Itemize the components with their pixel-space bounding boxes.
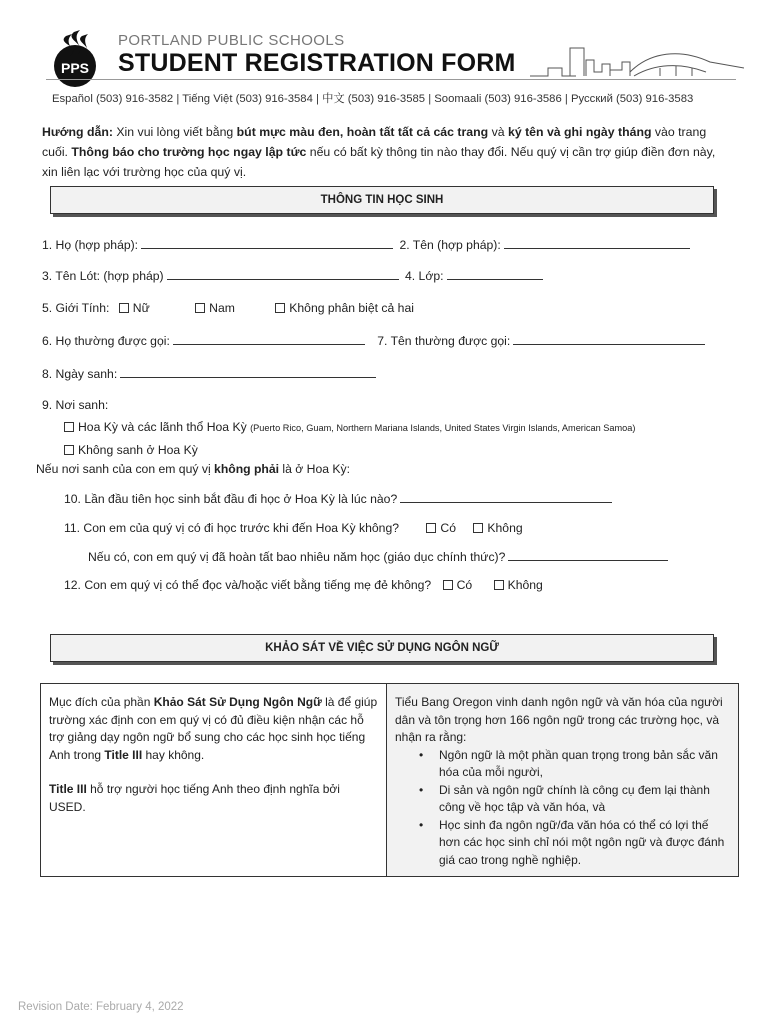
language-survey-table [40, 683, 739, 877]
option-label: Có [440, 521, 456, 535]
logo-text: PPS [60, 60, 90, 76]
survey-purpose-paragraph [49, 694, 378, 764]
checkbox-icon[interactable] [64, 445, 74, 455]
instructions-label: Hướng dẫn: [42, 125, 113, 139]
native-literacy-yes-option[interactable] [443, 578, 473, 592]
checkbox-icon[interactable] [426, 523, 436, 533]
checkbox-icon[interactable] [64, 422, 74, 432]
gender-female-option[interactable] [119, 301, 150, 315]
list-item: • Ngôn ngữ là một phần quan trọng trong bản sắc văn hóa của mỗi người, [439, 747, 730, 782]
gender-row [42, 301, 414, 315]
birthplace-us-option[interactable] [64, 420, 635, 434]
native-literacy-row [64, 578, 543, 592]
first-us-school-label: 10. Lần đầu tiên học sinh bắt đầu đi học ở Hoa Kỳ là lúc nào? [64, 492, 398, 506]
native-literacy-label: 12. Con em quý vị có thể đọc và/hoặc viết bằng tiếng mẹ đẻ không? [64, 578, 432, 592]
option-label: Nam [209, 301, 235, 315]
oregon-statement-cell [387, 684, 738, 876]
last-name-field[interactable] [141, 237, 393, 249]
instructions-emphasis: Thông báo cho trường học ngay lập tức [71, 145, 307, 159]
instructions-paragraph [42, 122, 722, 182]
birthplace-label: 9. Nơi sanh: [42, 398, 109, 412]
list-item: • Học sinh đa ngôn ngữ/đa văn hóa có thể có lợi thế hơn các học sinh chỉ nói một ngôn ngữ và được đánh giá cao trong nghề nghiệp. [439, 817, 730, 870]
heading-text: Nếu nơi sanh của con em quý vị [36, 462, 215, 476]
option-label: Không [487, 521, 523, 535]
survey-purpose-cell [41, 684, 387, 876]
checkbox-icon[interactable] [275, 303, 285, 313]
checkbox-icon[interactable] [494, 580, 504, 590]
paragraph-text: hay không. [142, 747, 205, 762]
option-label: Không sanh ở Hoa Kỳ [78, 443, 198, 457]
birthdate-row [42, 366, 379, 381]
language-survey-section-header: KHẢO SÁT VỀ VIỆC SỬ DỤNG NGÔN NGỮ [50, 634, 714, 662]
oregon-statement-intro: Tiểu Bang Oregon vinh danh ngôn ngữ và văn hóa của người dân và tôn trọng hơn 166 ngôn ngữ trong các trường học, và nhận ra rằng: [395, 695, 723, 744]
middle-name-field[interactable] [167, 268, 399, 280]
grade-field[interactable] [447, 268, 543, 280]
option-label: Hoa Kỳ và các lãnh thổ Hoa Kỳ [78, 420, 247, 434]
prior-schooling-no-option[interactable] [473, 521, 522, 535]
instructions-text: vào trang cuối. [42, 125, 707, 159]
preferred-last-name-field[interactable] [173, 333, 365, 345]
header-rule [46, 79, 736, 80]
skyline-illustration-icon [530, 42, 744, 88]
years-completed-row [88, 549, 671, 564]
preferred-first-name-field[interactable] [513, 333, 705, 345]
gender-male-option[interactable] [195, 301, 235, 315]
revision-date: Revision Date: February 4, 2022 [18, 1001, 184, 1013]
instructions-text: nếu có bất kỳ thông tin nào thay đổi. Nếu quý vị cần trợ giúp điền đơn này, xin liên lạc với trường học của quý vị. [42, 145, 716, 179]
birthplace-not-us-option[interactable] [64, 443, 198, 457]
list-item: • Di sản và ngôn ngữ chính là công cụ đem lại thành công về học tập và văn hóa, và [439, 782, 730, 817]
option-label: Có [456, 578, 473, 592]
us-territories-note: (Puerto Rico, Guam, Northern Mariana Islands, United States Virgin Islands, American Samoa) [250, 423, 636, 433]
paragraph-emphasis: Title III [104, 747, 143, 762]
option-label: Không [507, 578, 543, 592]
preferred-first-name-label: 7. Tên thường được gọi: [377, 334, 511, 348]
organization-name: PORTLAND PUBLIC SCHOOLS [118, 32, 345, 49]
paragraph-text: là để giúp trường xác định con em quý vị có đủ điều kiện nhận các hỗ trợ giảng dạy ngôn ngữ bổ sung cho các học sinh học tiếng Anh trong [49, 695, 378, 762]
first-name-field[interactable] [504, 237, 690, 249]
birthdate-label: 8. Ngày sanh: [42, 367, 118, 381]
checkbox-icon[interactable] [443, 580, 453, 590]
middle-name-grade-row [42, 268, 546, 283]
birthdate-field[interactable] [120, 366, 376, 378]
years-completed-field[interactable] [508, 549, 668, 561]
paragraph-emphasis: Title III [49, 782, 87, 796]
oregon-statement-list [395, 747, 730, 870]
student-info-section-header: THÔNG TIN HỌC SINH [50, 186, 714, 214]
language-phone-lines: Español (503) 916-3582 | Tiếng Việt (503) 916-3584 | 中文 (503) 916-3585 | Soomaali (503) 916-3586 | Русский (503) 916-3583 [52, 93, 694, 105]
prior-schooling-label: 11. Con em của quý vị có đi học trước khi đến Hoa Kỳ không? [64, 521, 400, 535]
native-literacy-no-option[interactable] [494, 578, 543, 592]
paragraph-text: hỗ trợ người học tiếng Anh theo định nghĩa bởi USED. [49, 782, 340, 814]
gender-label: 5. Giới Tính: [42, 301, 110, 315]
instructions-text: và [488, 125, 508, 139]
instructions-emphasis: ký tên và ghi ngày tháng [507, 125, 652, 139]
form-header [46, 28, 736, 90]
checkbox-icon[interactable] [119, 303, 129, 313]
instructions-emphasis: bút mực màu đen, hoàn tất tất cả các trang [236, 125, 489, 139]
paragraph-emphasis: Khảo Sát Sử Dụng Ngôn Ngữ [153, 695, 322, 709]
not-us-born-heading [36, 462, 350, 476]
preferred-last-name-label: 6. Họ thường được gọi: [42, 334, 170, 348]
prior-schooling-yes-option[interactable] [426, 521, 456, 535]
first-name-label: 2. Tên (hợp pháp): [399, 238, 501, 252]
instructions-text: Xin vui lòng viết bằng [112, 125, 237, 139]
grade-label: 4. Lớp: [405, 269, 444, 283]
checkbox-icon[interactable] [195, 303, 205, 313]
middle-name-label: 3. Tên Lót: (hợp pháp) [42, 269, 164, 283]
paragraph-text: Mục đích của phần [49, 695, 154, 709]
preferred-name-row [42, 333, 708, 348]
first-us-school-row [64, 491, 615, 506]
option-label: Không phân biệt cả hai [289, 301, 414, 315]
option-label: Nữ [132, 301, 150, 315]
checkbox-icon[interactable] [473, 523, 483, 533]
prior-schooling-row [64, 521, 523, 535]
legal-name-row [42, 237, 693, 252]
years-completed-label: Nếu có, con em quý vị đã hoàn tất bao nhiêu năm học (giáo dục chính thức)? [88, 550, 506, 564]
last-name-label: 1. Họ (hợp pháp): [42, 238, 139, 252]
gender-nonbinary-option[interactable] [275, 301, 414, 315]
first-us-school-field[interactable] [400, 491, 612, 503]
heading-emphasis: không phải [214, 462, 280, 476]
title-iii-paragraph [49, 781, 378, 816]
heading-text: là ở Hoa Kỳ: [279, 462, 351, 476]
form-title: STUDENT REGISTRATION FORM [118, 49, 516, 77]
